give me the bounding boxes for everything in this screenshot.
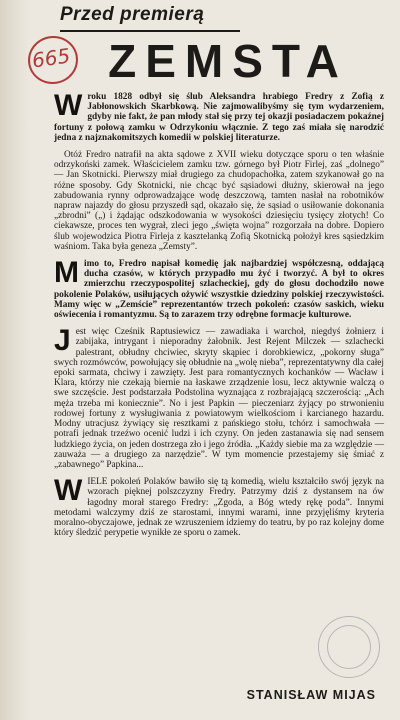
paper-edge xyxy=(0,0,30,720)
paragraph-3 xyxy=(54,256,384,321)
paragraph-1 xyxy=(54,89,384,143)
article-body xyxy=(54,89,384,545)
paragraph-text: Otóż Fredro natrafił na akta sądowe z XVII wieku dotyczące sporu o ten właśnie odrzykoński zamek. Właścicielem zamku tzw. górnego był Piotr Firlej, zaś „dolnego” — Jan Skotnicki. Pierwszy miał drugiego za chudopachołka, zatem szykanował go na różne sposoby. Gdy Skotnicki, nie chcąc być sąsiadowi dłużny, skierował na jego zabudowania rynny odprowadzające wodę deszczową, tamten nasłał na robotników napraw najazdy do głosu przyszedł sąd, okazało się, że sąsiad o usiłowanie dokonania „zbrodni” („) i żądając odszkodowania w wysokości dziesięciu tysięcy złotych! Co ciekawsze, proces ten wygrał, zleci jego „święta wojna” rozgorzała na dobre. Dopiero ślub wojewodzica Piotra Firleja z kasztelanką Zofią Skotnicką położył kres sąsiedzkim waśniom. Taka była geneza „Zemsty”. xyxy=(54,150,384,252)
paragraph-text: est więc Cześnik Raptusiewicz — zawadiaka i warchoł, niegdyś żołnierz i zabijaka, intrygant i nieporadny żałobnik. Jest Rejent Milczek — szlachecki palestrant, obłudny chciwiec, skryty skąpiec i dorobkiewicz, „pokorny sługa” swych rozmówców, powołujący się obłudnie na „wolę nieba”, reprezentatywny dla całej epoki sarmata, chciwy i zawzięty. Jest para romantycznych kochanków — Wacław i Klara, którzy nie czekają biernie na łaskawe zrządzenie losu, lecz aktywnie walczą o swe szczęście. Jest podstarzała Podstolina wyznająca z rozbrajającą szczerością: „Ach męża trzeba mi koniecznie”. No i jest Papkin — pieczeniarz żyjący po strwonieniu rodowej fortuny z wysługiwania z powiatowym wielkościom i karcianego hazardu. Modny utracjusz żywiący się resztkami z pańskiego stołu, tchórz i samochwała — potrafi jednak trzeźwo ocenić ludzi i ich czyny. On jeden zastanawia się nad sensem ludzkiego życia, on jeden dostrzega zło i jego źródła. „Każdy siebie ma za względzie — zauważa — a drugiego za narzędzie”. W tym momencie przestajemy się śmiać z „zabawnego” Papkina... xyxy=(54,327,384,470)
paragraph-text: roku 1828 odbył się ślub Aleksandra hrabiego Fredry z Zofią z Jabłonowskich Skarbkową. Nie zajmowalibyśmy się tym wydarzeniem, gdyby nie fakt, że pan młody stał się przy tej okazji posiadaczem pokaźnej fortuny z połową zamku w Odrzykoniu włącznie. Z tego zaś miała się narodzić jedna z najznakomitszych komedii w polskiej literaturze. xyxy=(54,92,384,143)
dropcap: M xyxy=(54,256,79,290)
paragraph-text: imo to, Fredro napisał komedię jak najbardziej współczesną, oddającą ducha czasów, w których przypadło mu żyć i tworzyć. A był to okres zmierzchu rzeczypospolitej szlacheckiej, gdy do głosu dochodziło nowe pokolenie Polaków, usiłujących ożywić wszystkie dziedziny polskiej rzeczywistości. Mamy więc w „Zemście” reprezentantów trzech pokoleń: czasów saskich, wieku oświecenia i romantyzmu. Są to zarazem trzy odrębne formacje kulturowe. xyxy=(54,259,384,321)
paragraph-4 xyxy=(54,324,384,470)
paragraph-5 xyxy=(54,474,384,539)
kicker: Przed premierą xyxy=(60,4,205,25)
handwritten-note: 665 xyxy=(30,43,72,73)
dropcap: W xyxy=(54,474,83,508)
kicker-underline xyxy=(60,30,240,32)
paragraph-2 xyxy=(54,150,384,252)
author-signature: STANISŁAW MIJAS xyxy=(246,688,376,702)
page-title: ZEMSTA xyxy=(108,35,348,87)
library-stamp xyxy=(318,616,380,678)
dropcap: J xyxy=(54,324,71,358)
dropcap: W xyxy=(54,89,83,122)
paragraph-text: IELE pokoleń Polaków bawiło się tą komedią, wielu kształciło swój język na wzorach pięknej polszczyzny Fredry. Patrzymy dziś z dystansem na ów łagodny morał starego Fredry: „Zgoda, a Bóg wtedy rękę poda”. Innymi metodami walczymy dziś ze starostami, innymi warami, inne przyjęliśmy kryteria moralno-obyczajowe, jednak ze wzruszeniem idziemy do teatru, by po raz kolejny dome który śledzić perypetie wynikłe ze sporu o zamek. xyxy=(54,477,384,539)
